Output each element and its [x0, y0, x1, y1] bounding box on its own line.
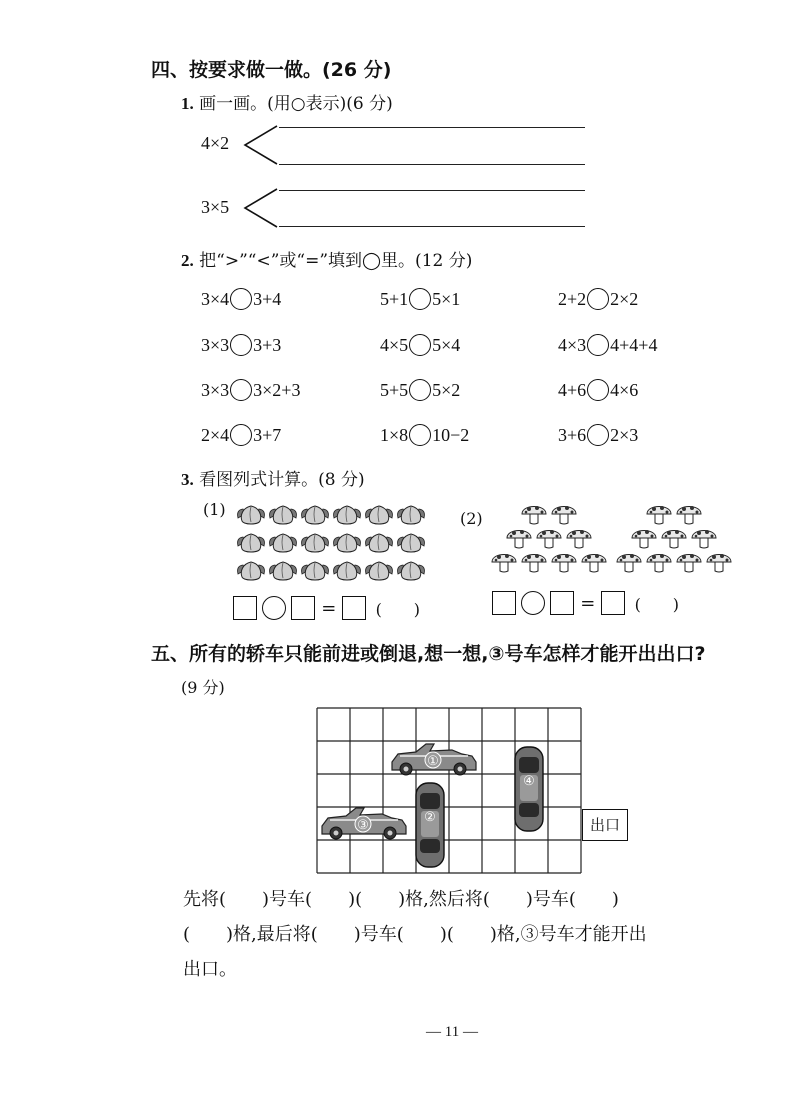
peach-icon [398, 534, 425, 552]
comparison-item [201, 380, 300, 403]
answer-box[interactable] [550, 591, 574, 615]
peach-icon [302, 506, 329, 524]
car-4-label: ④ [523, 774, 535, 789]
car-2[interactable] [416, 783, 444, 867]
mushroom-picture [490, 502, 740, 582]
mushroom-icon [677, 554, 701, 572]
comparison-left: 3×4 [201, 289, 230, 309]
section-5-answer-line-1[interactable]: 先将( )号车( )( )格,然后将( )号车( ) [183, 889, 619, 910]
q1-heading [181, 89, 393, 114]
compare-circle[interactable] [409, 288, 431, 310]
peach-icon [270, 562, 297, 580]
unit-paren[interactable]: ( ) [634, 594, 680, 614]
mushroom-icon [647, 554, 671, 572]
comparison-right: 2×3 [610, 425, 639, 445]
q1-number: 1. [181, 94, 194, 113]
answer-box[interactable] [601, 591, 625, 615]
compare-circle[interactable] [230, 379, 252, 401]
peach-icon [238, 562, 265, 580]
q3-part1-equation [233, 596, 420, 620]
peach-icon [238, 506, 265, 524]
comparison-left: 3+6 [558, 425, 587, 445]
q1-answer-line-1b[interactable] [279, 164, 585, 165]
comparison-item [380, 335, 460, 358]
parking-grid [316, 707, 636, 875]
comparison-left: 5+5 [380, 380, 409, 400]
comparison-right: 5×4 [432, 335, 461, 355]
mushroom-icon [522, 506, 546, 524]
unit-paren[interactable]: ( ) [375, 599, 421, 619]
car-1-label: ① [427, 754, 439, 769]
peach-icon [302, 562, 329, 580]
comparison-left: 2+2 [558, 289, 587, 309]
peach-icon [366, 506, 393, 524]
peach-icon [334, 506, 361, 524]
section-5-answer-line-3: 出口。 [183, 959, 237, 980]
peach-icon [302, 534, 329, 552]
section-5-answer-line-2[interactable]: ( )格,最后将( )号车( )( )格,③号车才能开出 [183, 924, 647, 945]
mushroom-icon [567, 530, 591, 548]
mushroom-icon [522, 554, 546, 572]
q2-heading [181, 246, 472, 271]
answer-box[interactable] [342, 596, 366, 620]
q2-text: 把“>”“<”或“=”填到◯里。(12 分) [199, 251, 473, 271]
bracket-2 [243, 187, 279, 231]
comparison-right: 4×6 [610, 380, 639, 400]
mushroom-icon [507, 530, 531, 548]
q3-text: 看图列式计算。(8 分) [199, 470, 365, 490]
comparison-left: 4×3 [558, 335, 587, 355]
q1-answer-line-2b[interactable] [279, 226, 585, 227]
mushroom-icon [552, 554, 576, 572]
q1-answer-line-2a[interactable] [279, 190, 585, 191]
comparison-right: 3+7 [253, 425, 282, 445]
comparison-item [558, 289, 638, 312]
exit-box: 出口 [582, 809, 628, 841]
q3-heading [181, 465, 365, 490]
comparison-right: 2×2 [610, 289, 639, 309]
comparison-item [201, 425, 281, 448]
comparison-right: 3+4 [253, 289, 282, 309]
comparison-right: 3+3 [253, 335, 282, 355]
peach-icon [398, 506, 425, 524]
comparison-item [558, 380, 638, 403]
mushroom-icon [707, 554, 731, 572]
compare-circle[interactable] [587, 379, 609, 401]
peach-icon [334, 562, 361, 580]
mushroom-icon [552, 506, 576, 524]
comparison-item [380, 380, 460, 403]
mushroom-icon [582, 554, 606, 572]
comparison-item [558, 425, 638, 448]
peach-icon [398, 562, 425, 580]
compare-circle[interactable] [587, 424, 609, 446]
q2-number: 2. [181, 251, 194, 270]
section-4-title: 四、按要求做一做。(26 分) [151, 59, 392, 81]
comparison-item [201, 335, 281, 358]
compare-circle[interactable] [230, 424, 252, 446]
comparison-right: 4+4+4 [610, 335, 658, 355]
comparison-left: 1×8 [380, 425, 409, 445]
car-4[interactable] [515, 747, 543, 831]
peach-icon [270, 534, 297, 552]
operator-circle[interactable] [521, 591, 545, 615]
section-5-score: (9 分) [181, 678, 225, 697]
mushroom-icon [647, 506, 671, 524]
q3-part1-label: (1) [203, 500, 226, 519]
peach-icon [366, 534, 393, 552]
comparison-right: 10−2 [432, 425, 470, 445]
car-3-label: ③ [357, 818, 369, 833]
comparison-left: 5+1 [380, 289, 409, 309]
mushroom-icon [692, 530, 716, 548]
comparison-item [201, 289, 281, 312]
q3-number: 3. [181, 470, 194, 489]
comparison-left: 4+6 [558, 380, 587, 400]
comparison-item [380, 289, 460, 312]
comparison-left: 2×4 [201, 425, 230, 445]
section-5-title: 五、所有的轿车只能前进或倒退,想一想,③号车怎样才能开出出口? [151, 643, 706, 665]
comparison-right: 3×2+3 [253, 380, 301, 400]
comparison-right: 5×1 [432, 289, 461, 309]
page-number: — 11 — [426, 1024, 478, 1040]
comparison-left: 3×3 [201, 335, 230, 355]
compare-circle[interactable] [409, 424, 431, 446]
peach-picture [232, 500, 432, 584]
comparison-item [558, 335, 657, 358]
mushroom-icon [492, 554, 516, 572]
operator-circle[interactable] [262, 596, 286, 620]
comparison-left: 4×5 [380, 335, 409, 355]
answer-box[interactable] [291, 596, 315, 620]
mushroom-icon [617, 554, 641, 572]
q1-answer-line-1a[interactable] [279, 127, 585, 128]
q3-part2-label: (2) [460, 509, 483, 528]
peach-icon [270, 506, 297, 524]
mushroom-icon [537, 530, 561, 548]
answer-box[interactable] [233, 596, 257, 620]
compare-circle[interactable] [587, 334, 609, 356]
comparison-left: 3×3 [201, 380, 230, 400]
car-2-label: ② [424, 810, 436, 825]
answer-box[interactable] [492, 591, 516, 615]
equals-sign: = [321, 597, 337, 619]
comparison-right: 5×2 [432, 380, 461, 400]
compare-circle[interactable] [409, 334, 431, 356]
q1-expr-1: 4×2 [201, 133, 230, 153]
q3-part2-equation [492, 591, 679, 615]
bracket-1 [243, 124, 279, 168]
comparison-item [380, 425, 469, 448]
compare-circle[interactable] [230, 288, 252, 310]
equals-sign: = [580, 592, 596, 614]
mushroom-icon [662, 530, 686, 548]
compare-circle[interactable] [587, 288, 609, 310]
peach-icon [366, 562, 393, 580]
peach-icon [238, 534, 265, 552]
q1-text: 画一画。(用○表示)(6 分) [199, 94, 393, 114]
peach-icon [334, 534, 361, 552]
mushroom-icon [632, 530, 656, 548]
q1-expr-2: 3×5 [201, 197, 230, 217]
mushroom-icon [677, 506, 701, 524]
compare-circle[interactable] [230, 334, 252, 356]
compare-circle[interactable] [409, 379, 431, 401]
